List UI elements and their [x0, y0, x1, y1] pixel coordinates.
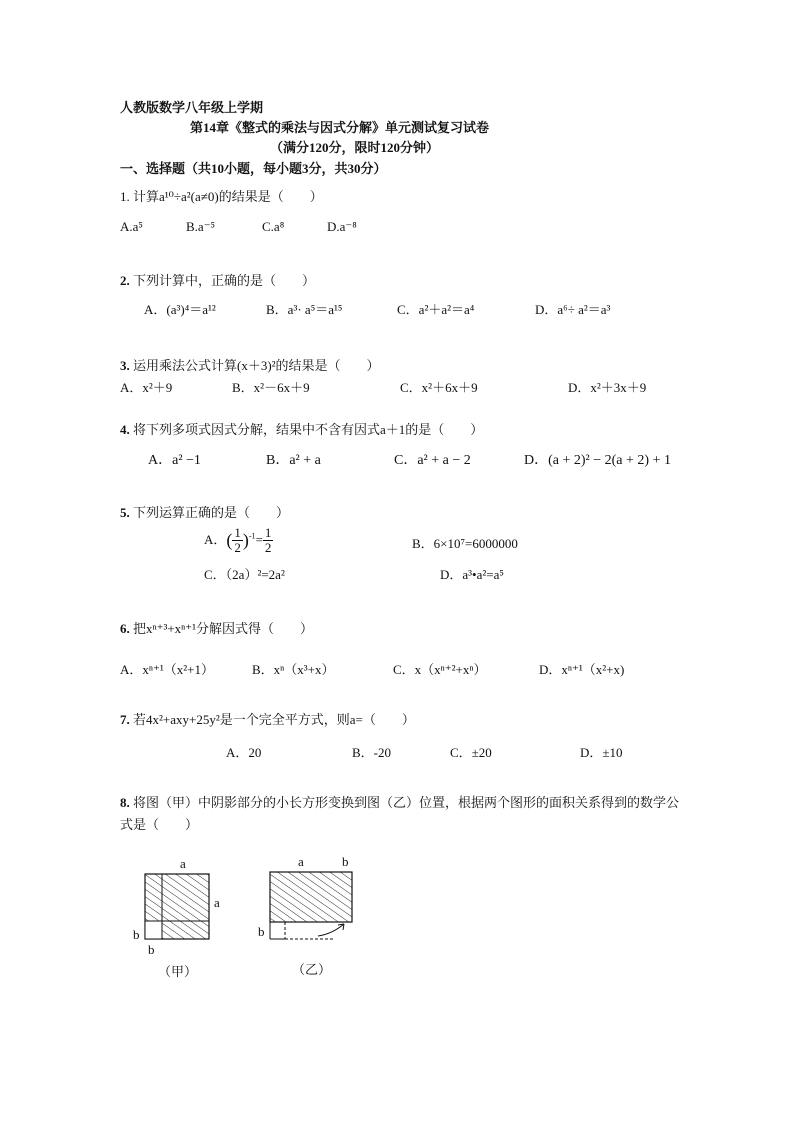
- q6-option-a: A．xⁿ⁺¹（x²+1）: [120, 662, 214, 677]
- q2-option-c: C．a²＋a²＝a⁴: [397, 302, 475, 317]
- q4-option-c: C．a² + a − 2: [394, 453, 471, 468]
- jia-label-a-top: a: [180, 856, 186, 871]
- q7-option-d: D．±10: [580, 745, 623, 760]
- jia-label-b-left: b: [133, 927, 140, 942]
- section-heading: 一、选择题（共10小题，每小题3分，共30分）: [120, 161, 387, 176]
- q4-option-b: B．a² + a: [266, 453, 321, 468]
- q7-option-c: C．±20: [450, 745, 492, 760]
- q5-option-d: D．a³•a²=a⁵: [440, 567, 504, 582]
- q6-option-d: D．xⁿ⁺¹（x²+x): [539, 662, 625, 677]
- q5-a-fraction-left: $\frac{1}{2}$: [234, 525, 241, 556]
- q1-option-d: D.a⁻⁸: [327, 219, 357, 234]
- q7-option-b: B．-20: [352, 745, 392, 760]
- q3-option-c: C．x²＋6x＋9: [400, 380, 478, 395]
- q3-option-d: D．x²＋3x＋9: [568, 380, 647, 395]
- q3-option-b: B．x²－6x＋9: [232, 380, 310, 395]
- q3-option-a: A．x²＋9: [120, 380, 173, 395]
- q5-a-fraction-right: $\frac{1}{2}$: [264, 525, 272, 556]
- q2-option-b: B．a³· a⁵＝a¹⁵: [266, 302, 343, 317]
- q5-stem: 5. 下列运算正确的是（ ）: [120, 505, 290, 520]
- q7-stem: 7. 若4x²+axy+25y²是一个完全平方式，则a=（ ）: [120, 712, 415, 727]
- q7-option-a: A．20: [226, 745, 262, 760]
- q1-option-a: A.a⁵: [120, 219, 143, 234]
- q4-option-a: A．a² −1: [148, 453, 201, 468]
- doc-score-info: （满分120分，限时120分钟）: [270, 140, 440, 155]
- doc-title: 人教版数学八年级上学期: [120, 100, 264, 115]
- q8-stem-line2: 式是（ ）: [120, 817, 199, 832]
- doc-subtitle: 第14章《整式的乘法与因式分解》单元测试复习试卷: [190, 120, 490, 135]
- q2-stem: 2. 下列计算中，正确的是（ ）: [120, 273, 316, 288]
- figure-jia: [133, 856, 220, 979]
- q5-option-a: A．( $\frac{1}{2}$ )$^{-1}$= $\frac{1}{2}$: [204, 525, 272, 556]
- area-figure: [120, 850, 380, 985]
- yi-label-b-top: b: [342, 854, 349, 869]
- q6-option-c: C．x（xⁿ⁺²+xⁿ）: [393, 662, 487, 677]
- yi-label-b-left: b: [258, 924, 265, 939]
- q1-stem: 1. 计算a¹⁰÷a²(a≠0)的结果是（ ）: [120, 189, 323, 204]
- yi-label-a-top: a: [298, 854, 304, 869]
- q6-option-b: B．xⁿ（x³+x）: [252, 662, 335, 677]
- yi-caption: （乙）: [292, 962, 332, 977]
- q5-option-c: C．（2a）²=2a²: [204, 567, 285, 582]
- q6-stem: 6. 把xⁿ⁺³+xⁿ⁺¹分解因式得（ ）: [120, 621, 314, 636]
- jia-label-a-right: a: [214, 895, 220, 910]
- q8-stem-line1: 8. 将图（甲）中阴影部分的小长方形变换到图（乙）位置，根据两个图形的面积关系得到的数学公: [120, 795, 680, 810]
- jia-label-b-bottom: b: [148, 942, 155, 957]
- q4-stem: 4. 将下列多项式因式分解，结果中不含有因式a＋1的是（ ）: [120, 422, 484, 437]
- q4-option-d: D．(a + 2)² − 2(a + 2) + 1: [524, 453, 671, 468]
- jia-caption: （甲）: [158, 964, 198, 979]
- q2-option-d: D．a⁶÷ a²＝a³: [535, 302, 611, 317]
- q2-option-a: A．(a³)⁴＝a¹²: [144, 302, 216, 317]
- figure-yi: [258, 854, 352, 977]
- q5-option-b: B．6×10⁷=6000000: [412, 536, 518, 551]
- q1-option-c: C.a⁸: [262, 219, 285, 234]
- q1-option-b: B.a⁻⁵: [186, 219, 216, 234]
- q3-stem: 3. 运用乘法公式计算(x＋3)²的结果是（ ）: [120, 358, 380, 373]
